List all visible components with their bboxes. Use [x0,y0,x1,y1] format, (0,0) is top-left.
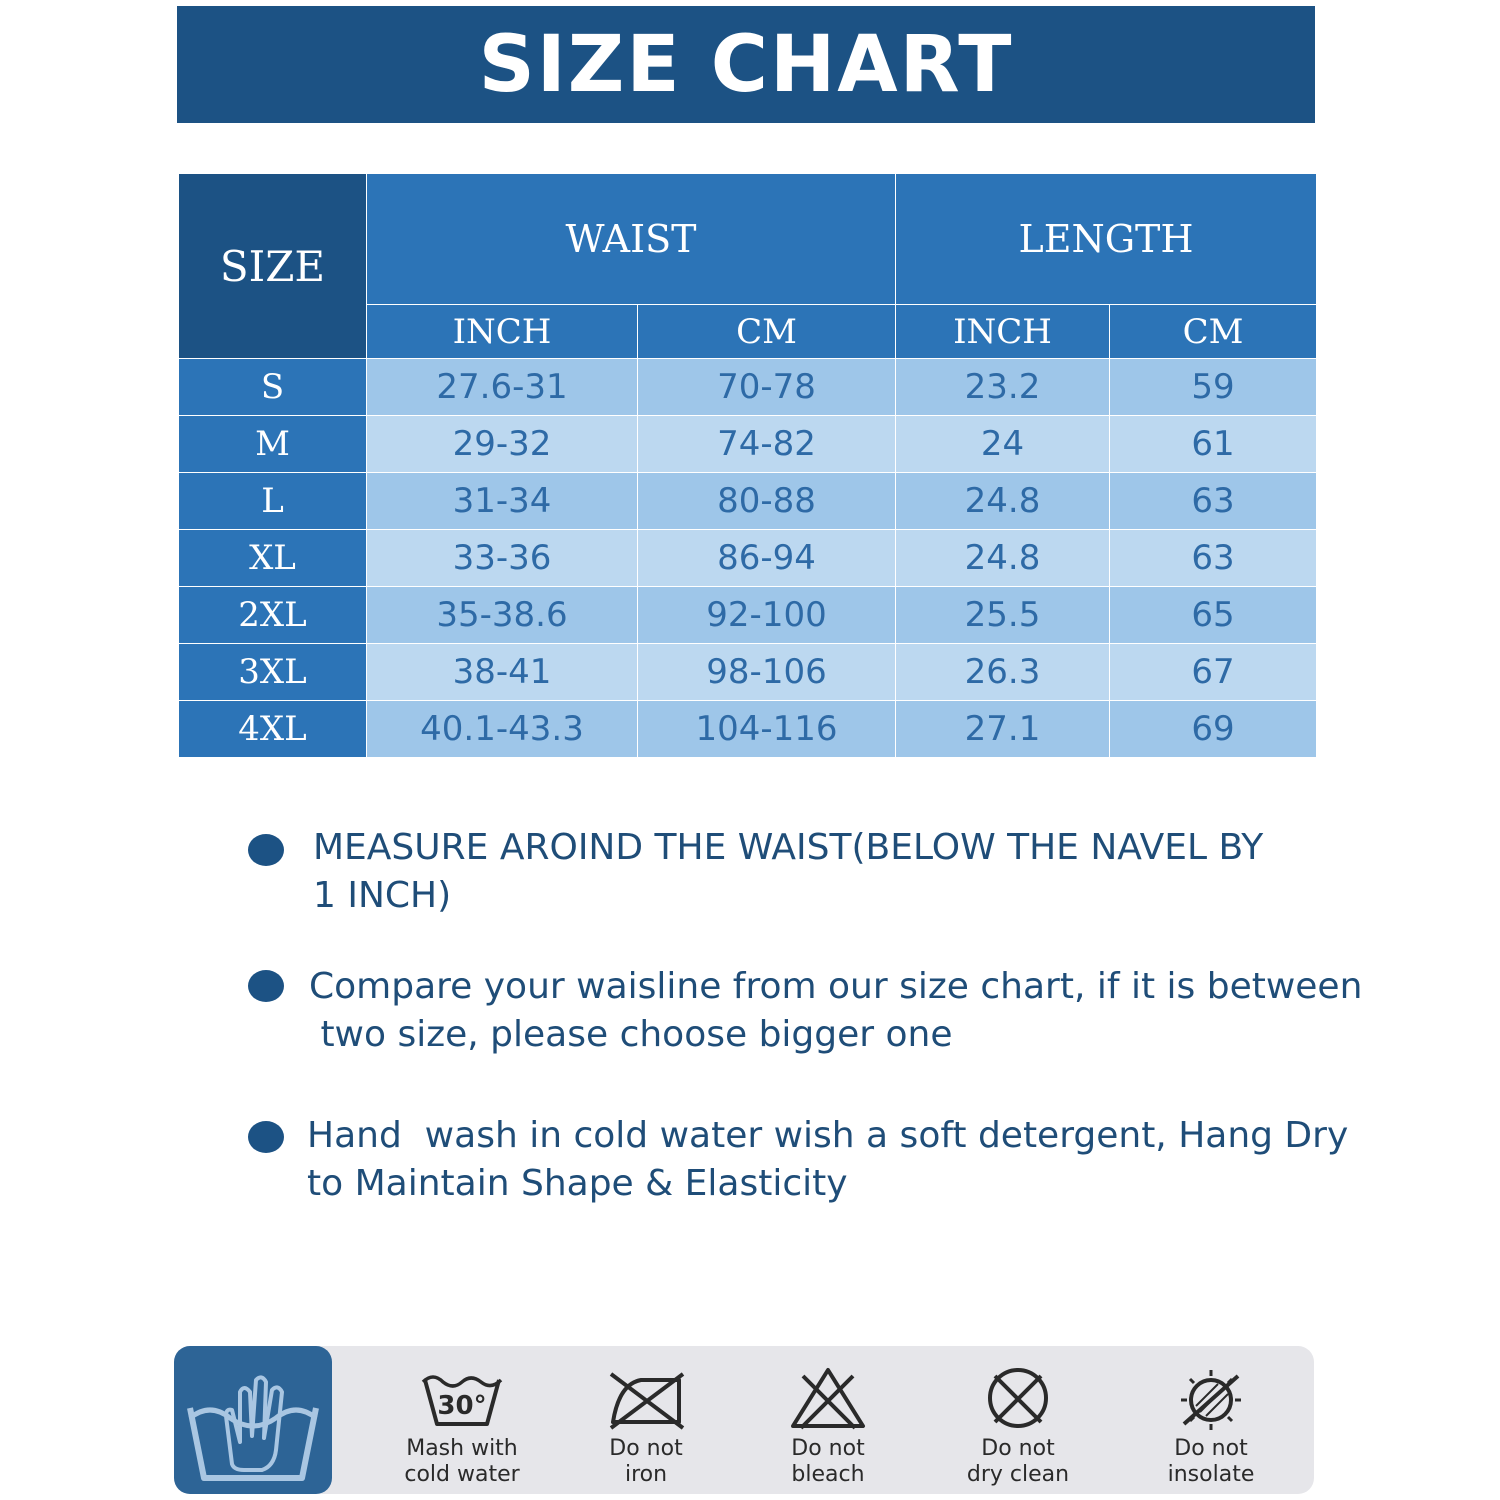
care-label-line2: iron [624,1462,668,1487]
table-row [179,530,1317,587]
care-label-line1: Do not [981,1436,1055,1461]
size-cell: L [179,473,367,530]
no-bleach-icon [783,1366,873,1430]
length-inch-cell: 24.8 [896,473,1110,530]
waist-cm-cell: 70-78 [638,359,896,416]
note-wash-line2: to Maintain Shape & Elasticity [307,1163,848,1204]
care-label-line1: Do not [791,1436,865,1461]
length-cm-cell: 69 [1110,701,1317,758]
table-row [179,416,1317,473]
length-cm-cell: 59 [1110,359,1317,416]
care-label-line2: bleach [791,1462,865,1487]
waist-inch-cell: 35-38.6 [367,587,638,644]
size-cell: 2XL [179,587,367,644]
care-item-iron [576,1366,716,1488]
length-cm-cell: 63 [1110,530,1317,587]
note-measure-line1: MEASURE AROIND THE WAIST(BELOW THE NAVEL BY [313,827,1264,868]
waist-cm-cell: 92-100 [638,587,896,644]
waist-group-header: WAIST [367,174,896,305]
wash-30-icon [417,1366,507,1430]
length-inch-header: INCH [896,305,1110,359]
waist-cm-cell: 74-82 [638,416,896,473]
table-row [179,644,1317,701]
waist-cm-header: CM [638,305,896,359]
care-item-bleach [758,1366,898,1488]
title-banner [177,6,1315,123]
size-cell: XL [179,530,367,587]
waist-inch-cell: 38-41 [367,644,638,701]
length-cm-cell: 61 [1110,416,1317,473]
waist-cm-cell: 98-106 [638,644,896,701]
size-cell: 3XL [179,644,367,701]
length-inch-cell: 24 [896,416,1110,473]
length-inch-cell: 26.3 [896,644,1110,701]
waist-cm-cell: 80-88 [638,473,896,530]
bullet-icon [248,1121,284,1153]
waist-inch-cell: 31-34 [367,473,638,530]
length-cm-header: CM [1110,305,1317,359]
waist-cm-cell: 86-94 [638,530,896,587]
hand-wash-icon [174,1346,332,1494]
care-label-line1: Do not [1174,1436,1248,1461]
page-title: SIZE CHART [478,19,1014,110]
waist-inch-cell: 29-32 [367,416,638,473]
size-cell: M [179,416,367,473]
table-row [179,701,1317,758]
no-dry-clean-icon [973,1366,1063,1430]
care-item-sun [1141,1366,1281,1488]
size-cell: S [179,359,367,416]
care-label-line1: Do not [609,1436,683,1461]
no-iron-icon [601,1366,691,1430]
note-wash-line1: Hand wash in cold water wish a soft detergent, Hang Dry [307,1115,1349,1156]
size-column-header: SIZE [179,174,367,359]
bullet-icon [248,970,284,1002]
bullet-icon [248,834,284,866]
length-cm-cell: 65 [1110,587,1317,644]
care-label-line2: dry clean [966,1462,1070,1487]
care-label-line2: insolate [1167,1462,1255,1487]
length-cm-cell: 67 [1110,644,1317,701]
length-inch-cell: 27.1 [896,701,1110,758]
no-sun-icon [1166,1366,1256,1430]
table-row [179,473,1317,530]
note-measure-line2: 1 INCH) [313,875,452,916]
waist-inch-cell: 27.6-31 [367,359,638,416]
length-inch-cell: 24.8 [896,530,1110,587]
length-group-header: LENGTH [896,174,1317,305]
note-compare-line2: two size, please choose bigger one [309,1014,953,1055]
table-row [179,359,1317,416]
care-label-line2: cold water [404,1462,520,1487]
care-label-line1: Mash with [406,1436,518,1461]
wash-temp-label: 30° [437,1391,487,1421]
length-cm-cell: 63 [1110,473,1317,530]
waist-inch-cell: 33-36 [367,530,638,587]
length-inch-cell: 25.5 [896,587,1110,644]
size-cell: 4XL [179,701,367,758]
length-inch-cell: 23.2 [896,359,1110,416]
care-item-wash [392,1366,532,1488]
waist-inch-header: INCH [367,305,638,359]
note-compare-line1: Compare your waisline from our size chart, if it is between [309,966,1363,1007]
waist-cm-cell: 104-116 [638,701,896,758]
waist-inch-cell: 40.1-43.3 [367,701,638,758]
care-item-dry-clean [948,1366,1088,1488]
table-row [179,587,1317,644]
size-table [178,173,1317,758]
table-header-row [179,174,1317,305]
